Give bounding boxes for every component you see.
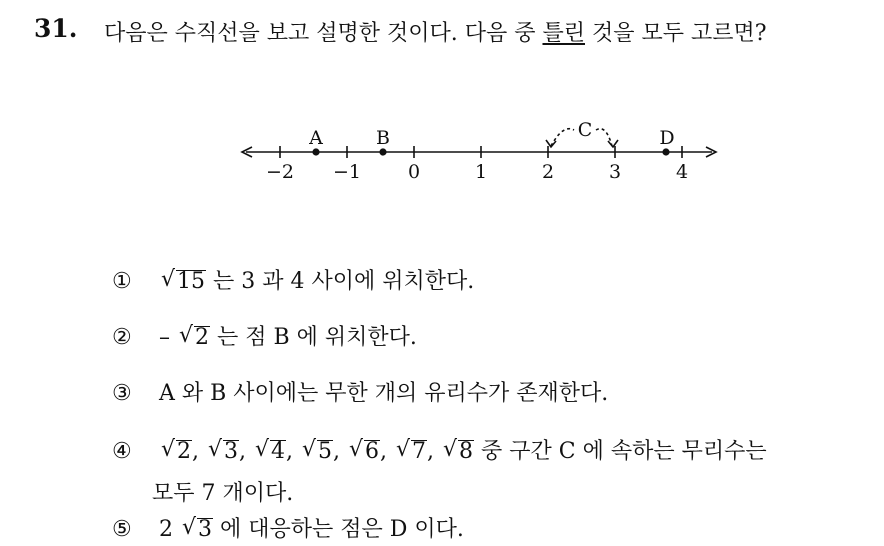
sqrt-expression: √ 2	[161, 436, 192, 468]
sqrt-expression: √ 8	[443, 436, 474, 468]
choice-2-text: 는 점 B 에 위치한다.	[217, 325, 417, 350]
choice-5[interactable]	[112, 514, 464, 546]
choice-4-text: 중 구간 C 에 속하는 무리수는	[481, 439, 767, 464]
question-text-underlined: 틀린	[542, 21, 585, 46]
sqrt-expression: √ 3	[208, 436, 239, 468]
sqrt-expression: √ 15	[161, 266, 206, 298]
tick-label: −2	[265, 161, 295, 183]
point-a-dot	[312, 148, 319, 155]
choice-2-marker: ②	[112, 325, 132, 350]
choice-3-text: A 와 B 사이에는 무한 개의 유리수가 존재한다.	[159, 381, 609, 406]
interval-c-arrow-right	[608, 140, 618, 147]
question-number: 31.	[34, 14, 78, 43]
choice-4-continuation: 모두 7 개이다.	[152, 481, 294, 506]
point-d-label: D	[659, 127, 675, 149]
tick-label: 4	[675, 161, 689, 183]
point-d-dot	[662, 148, 669, 155]
choice-3[interactable]	[112, 378, 608, 410]
question-text-after: 것을 모두 고르면?	[585, 21, 767, 46]
choice-5-marker: ⑤	[112, 517, 132, 542]
question-text-before: 다음은 수직선을 보고 설명한 것이다. 다음 중	[104, 21, 543, 46]
choice-5-text: 에 대응하는 점은 D 이다.	[220, 517, 464, 542]
interval-c-arrow-left	[546, 140, 556, 147]
tick-label: 0	[407, 161, 421, 183]
choice-1-marker: ①	[112, 269, 132, 294]
tick-label: −1	[332, 161, 362, 183]
point-a-label: A	[309, 127, 323, 149]
choice-1-text: 는 3 과 4 사이에 위치한다.	[213, 269, 475, 294]
sqrt-expression: √ 2	[179, 322, 210, 354]
choice-4[interactable]: ④ √ 2, √ 3, √ 4, √ 5, √ 6, √ 7, √ 8 중 구간 C 에 속하는 무리수는	[112, 436, 767, 468]
point-b-dot	[379, 148, 386, 155]
sqrt-expression: √ 3	[182, 514, 213, 546]
tick-label: 3	[608, 161, 622, 183]
interval-c-label: C	[577, 119, 593, 141]
choice-3-marker: ③	[112, 381, 132, 406]
sqrt-expression: √ 4	[255, 436, 286, 468]
choice-5-coefficient: 2	[159, 517, 173, 542]
choice-2-sign: –	[159, 325, 170, 350]
point-b-label: B	[376, 127, 390, 149]
choice-1[interactable]	[112, 266, 474, 298]
choice-2[interactable]	[112, 322, 417, 354]
tick-label: 2	[541, 161, 555, 183]
tick-label: 1	[474, 161, 488, 183]
sqrt-expression: √ 6	[349, 436, 380, 468]
sqrt-expression: √ 5	[302, 436, 333, 468]
sqrt-expression: √ 7	[396, 436, 427, 468]
choice-4-marker: ④	[112, 439, 132, 464]
